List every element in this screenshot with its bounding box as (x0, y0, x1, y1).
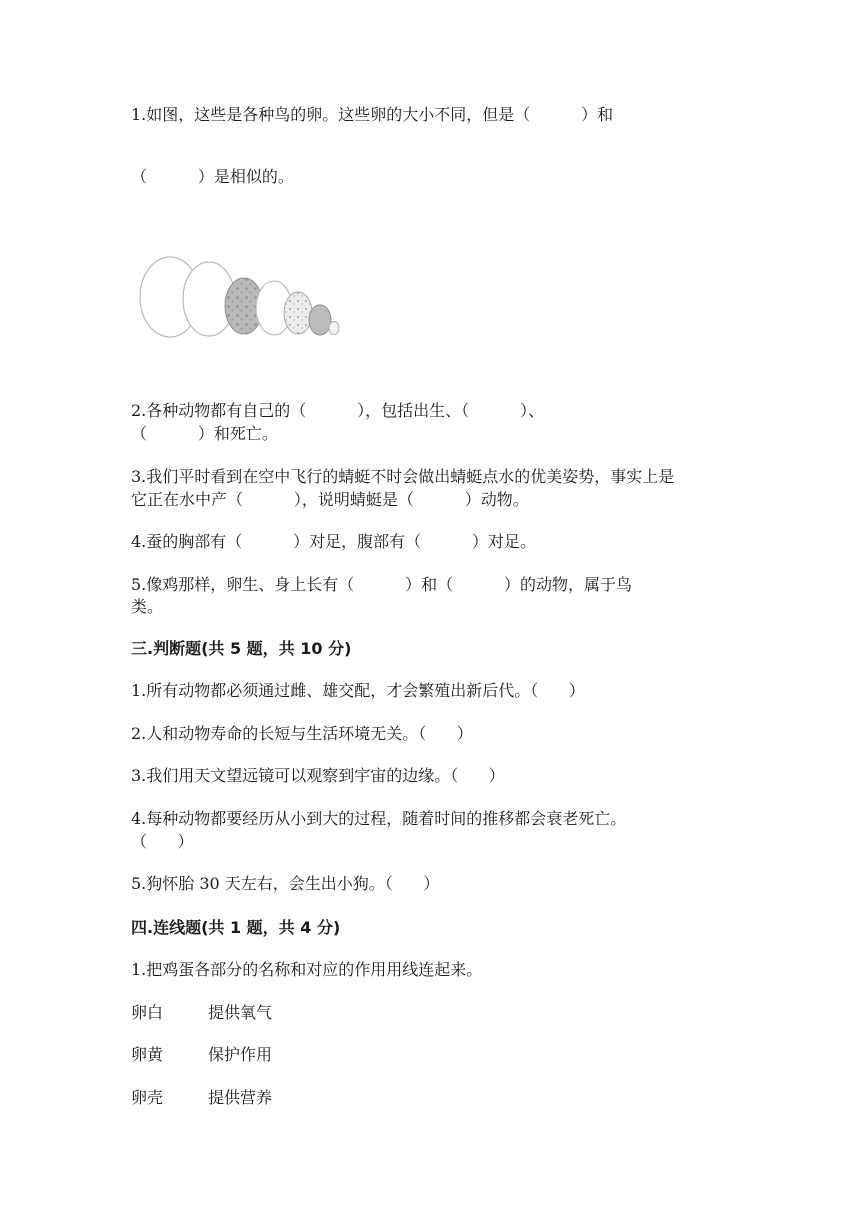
true-false-question-3: 3.我们用天文望远镜可以观察到宇宙的边缘。（ ） (131, 766, 505, 785)
true-false-question-2: 2.人和动物寿命的长短与生活环境无关。（ ） (131, 724, 473, 743)
egg-5 (284, 292, 312, 334)
true-false-question-5: 5.狗怀胎 30 天左右，会生出小狗。（ ） (131, 874, 440, 893)
true-false-question-4-line-2: （ ） (131, 832, 194, 851)
question-4-line-1: 4.蚕的胸部有（ ）对足，腹部有（ ）对足。 (131, 532, 536, 551)
question-5-line-2: 类。 (131, 597, 164, 616)
question-5-line-1: 5.像鸡那样，卵生、身上长有（ ）和（ ）的动物，属于鸟 (131, 575, 632, 594)
egg-function-label: 保护作用 (208, 1045, 273, 1064)
question-1-line-2: （ ）是相似的。 (131, 167, 294, 186)
question-3-line-2: 它正在水中产（ ），说明蜻蜓是（ ）动物。 (131, 490, 529, 509)
true-false-question-1: 1.所有动物都必须通过雌、雄交配，才会繁殖出新后代。（ ） (131, 681, 585, 700)
question-1-line-1: 1.如图，这些是各种鸟的卵。这些卵的大小不同，但是（ ）和 (131, 105, 614, 124)
question-2-line-2: （ ）和死亡。 (131, 424, 278, 443)
egg-part-label: 卵黄 (131, 1045, 164, 1064)
question-3-line-1: 3.我们平时看到在空中飞行的蜻蜓不时会做出蜻蜓点水的优美姿势，事实上是 (131, 467, 675, 486)
egg-part-label: 卵壳 (131, 1088, 164, 1107)
matching-question-1: 1.把鸡蛋各部分的名称和对应的作用用线连起来。 (131, 960, 483, 979)
true-false-question-4-line-1: 4.每种动物都要经历从小到大的过程，随着时间的推移都会衰老死亡。 (131, 809, 627, 828)
true-false-section-heading: 三.判断题(共 5 题，共 10 分) (131, 639, 352, 658)
matching-section-heading: 四.连线题(共 1 题，共 4 分) (131, 918, 341, 937)
egg-function-label: 提供营养 (208, 1088, 273, 1107)
egg-part-label: 卵白 (131, 1003, 164, 1022)
egg-function-label: 提供氧气 (208, 1003, 273, 1022)
egg-6 (309, 305, 331, 335)
question-2-line-1: 2.各种动物都有自己的（ ），包括出生、（ ）、 (131, 401, 544, 420)
egg-7 (329, 322, 339, 335)
bird-eggs-illustration (136, 250, 346, 342)
